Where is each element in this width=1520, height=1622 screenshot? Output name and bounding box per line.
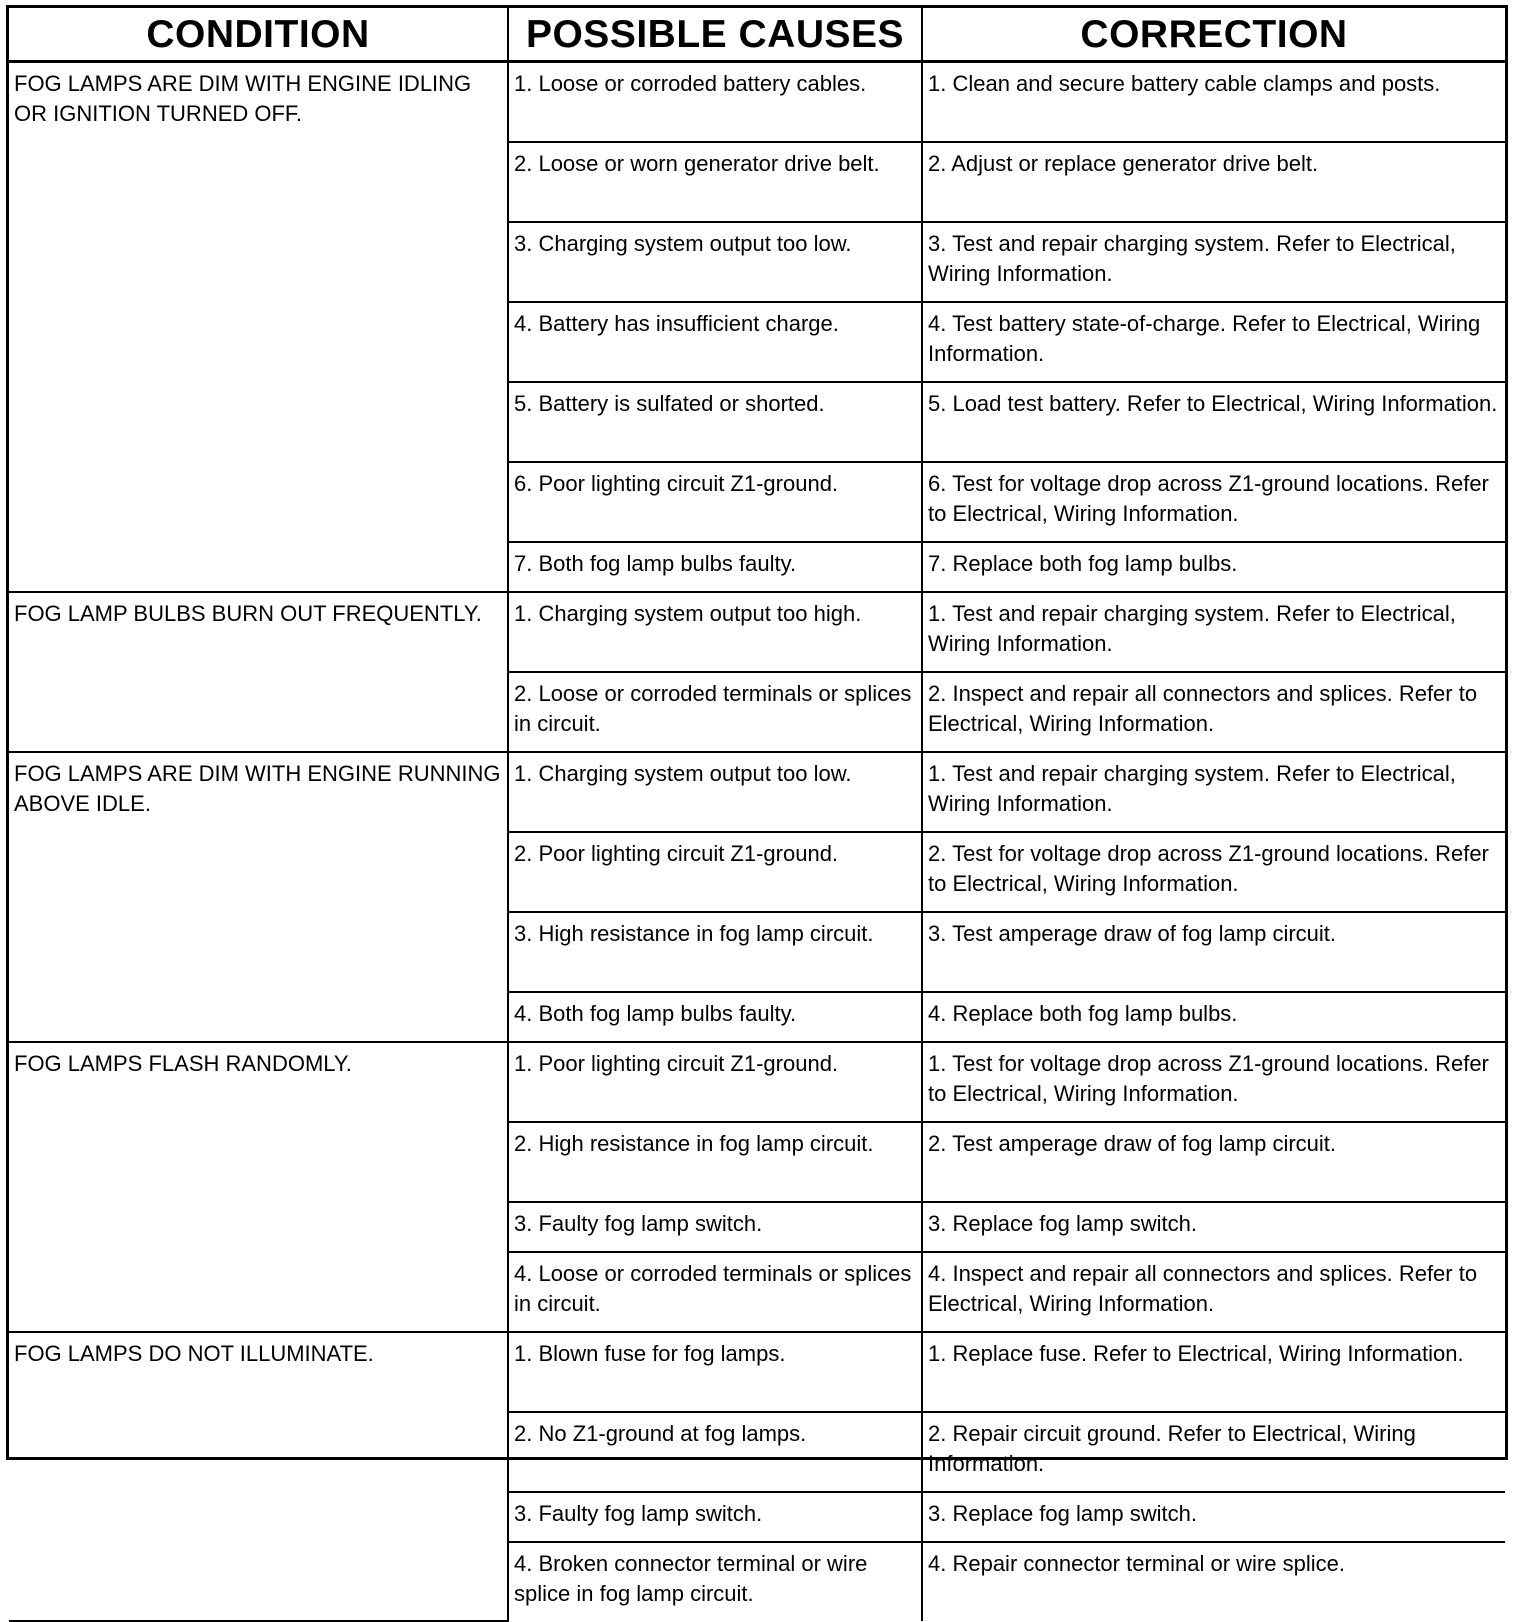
header-possible-causes: POSSIBLE CAUSES <box>508 8 922 62</box>
possible-cause-cell: 1. Blown fuse for fog lamps. <box>508 1332 922 1412</box>
correction-cell: 5. Load test battery. Refer to Electrical, Wiring Information. <box>922 382 1505 462</box>
correction-cell: 7. Replace both fog lamp bulbs. <box>922 542 1505 592</box>
possible-cause-cell: 3. High resistance in fog lamp circuit. <box>508 912 922 992</box>
possible-cause-cell: 4. Both fog lamp bulbs faulty. <box>508 992 922 1042</box>
table-row <box>9 1042 1505 1122</box>
header-condition: CONDITION <box>9 8 508 62</box>
possible-cause-cell: 2. Loose or worn generator drive belt. <box>508 142 922 222</box>
correction-cell: 3. Test amperage draw of fog lamp circuit. <box>922 912 1505 992</box>
possible-cause-cell: 3. Faulty fog lamp switch. <box>508 1492 922 1542</box>
possible-cause-cell: 3. Charging system output too low. <box>508 222 922 302</box>
correction-cell: 2. Test amperage draw of fog lamp circuit. <box>922 1122 1505 1202</box>
possible-cause-cell: 5. Battery is sulfated or shorted. <box>508 382 922 462</box>
possible-cause-cell: 4. Loose or corroded terminals or splices in circuit. <box>508 1252 922 1332</box>
condition-cell: FOG LAMPS FLASH RANDOMLY. <box>9 1042 508 1332</box>
table-row <box>9 1332 1505 1412</box>
correction-cell: 1. Replace fuse. Refer to Electrical, Wiring Information. <box>922 1332 1505 1412</box>
correction-cell: 4. Test battery state-of-charge. Refer to Electrical, Wiring Information. <box>922 302 1505 382</box>
possible-cause-cell: 4. Battery has insufficient charge. <box>508 302 922 382</box>
correction-cell: 1. Clean and secure battery cable clamps and posts. <box>922 62 1505 143</box>
possible-cause-cell: 2. High resistance in fog lamp circuit. <box>508 1122 922 1202</box>
correction-cell: 2. Test for voltage drop across Z1-ground locations. Refer to Electrical, Wiring Information. <box>922 832 1505 912</box>
condition-cell: FOG LAMPS ARE DIM WITH ENGINE RUNNING ABOVE IDLE. <box>9 752 508 1042</box>
possible-cause-cell: 2. Loose or corroded terminals or splices in circuit. <box>508 672 922 752</box>
correction-cell: 2. Repair circuit ground. Refer to Electrical, Wiring Information. <box>922 1412 1505 1492</box>
correction-cell: 3. Replace fog lamp switch. <box>922 1202 1505 1252</box>
condition-cell: FOG LAMPS DO NOT ILLUMINATE. <box>9 1332 508 1621</box>
header-correction: CORRECTION <box>922 8 1505 62</box>
table-row <box>9 752 1505 832</box>
correction-cell: 2. Adjust or replace generator drive belt. <box>922 142 1505 222</box>
header-row <box>9 8 1505 62</box>
correction-cell: 1. Test and repair charging system. Refer to Electrical, Wiring Information. <box>922 592 1505 672</box>
correction-cell: 3. Test and repair charging system. Refer to Electrical, Wiring Information. <box>922 222 1505 302</box>
possible-cause-cell: 4. Broken connector terminal or wire splice in fog lamp circuit. <box>508 1542 922 1621</box>
correction-cell: 4. Inspect and repair all connectors and splices. Refer to Electrical, Wiring Information. <box>922 1252 1505 1332</box>
possible-cause-cell: 2. Poor lighting circuit Z1-ground. <box>508 832 922 912</box>
possible-cause-cell: 7. Both fog lamp bulbs faulty. <box>508 542 922 592</box>
condition-cell: FOG LAMPS ARE DIM WITH ENGINE IDLING OR IGNITION TURNED OFF. <box>9 62 508 593</box>
correction-cell: 2. Inspect and repair all connectors and splices. Refer to Electrical, Wiring Information. <box>922 672 1505 752</box>
diagnosis-table <box>9 8 1505 1622</box>
possible-cause-cell: 1. Loose or corroded battery cables. <box>508 62 922 143</box>
correction-cell: 4. Replace both fog lamp bulbs. <box>922 992 1505 1042</box>
table-row <box>9 62 1505 143</box>
correction-cell: 1. Test for voltage drop across Z1-ground locations. Refer to Electrical, Wiring Information. <box>922 1042 1505 1122</box>
correction-cell: 4. Repair connector terminal or wire splice. <box>928 1551 1345 1576</box>
correction-cell: 6. Test for voltage drop across Z1-ground locations. Refer to Electrical, Wiring Information. <box>922 462 1505 542</box>
diagnosis-chart <box>6 5 1508 1606</box>
table-row <box>9 592 1505 672</box>
possible-cause-cell: 1. Charging system output too high. <box>508 592 922 672</box>
correction-cell: 3. Replace fog lamp switch. <box>922 1492 1505 1542</box>
possible-cause-cell: 2. No Z1-ground at fog lamps. <box>508 1412 922 1492</box>
correction-cell: 1. Test and repair charging system. Refer to Electrical, Wiring Information. <box>922 752 1505 832</box>
condition-cell: FOG LAMP BULBS BURN OUT FREQUENTLY. <box>9 592 508 752</box>
possible-cause-cell: 1. Charging system output too low. <box>508 752 922 832</box>
table-body <box>9 62 1505 1622</box>
possible-cause-cell: 3. Faulty fog lamp switch. <box>508 1202 922 1252</box>
possible-cause-cell: 6. Poor lighting circuit Z1-ground. <box>508 462 922 542</box>
possible-cause-cell: 1. Poor lighting circuit Z1-ground. <box>508 1042 922 1122</box>
